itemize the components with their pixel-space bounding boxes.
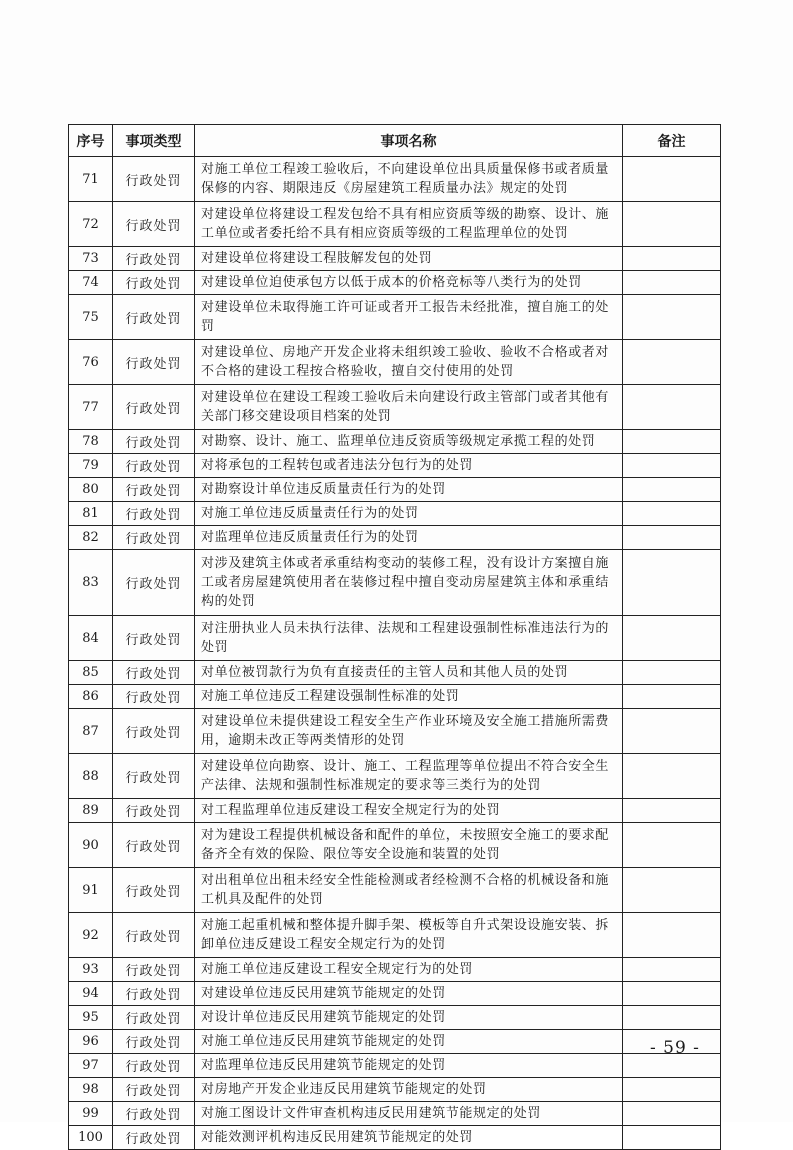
row-type: 行政处罚	[113, 385, 195, 430]
header-name: 事项名称	[195, 125, 623, 157]
row-name: 对监理单位违反民用建筑节能规定的处罚	[195, 1054, 623, 1078]
row-note	[623, 157, 721, 202]
table-row	[69, 1006, 721, 1030]
row-no: 95	[69, 1006, 113, 1030]
table-row	[69, 202, 721, 247]
row-note	[623, 982, 721, 1006]
row-name: 对房地产开发企业违反民用建筑节能规定的处罚	[195, 1078, 623, 1102]
row-note	[623, 1006, 721, 1030]
row-type: 行政处罚	[113, 1126, 195, 1150]
row-type: 行政处罚	[113, 868, 195, 913]
row-name: 对施工起重机械和整体提升脚手架、模板等自升式架设设施安装、拆卸单位违反建设工程安全规定行为的处罚	[195, 913, 623, 958]
row-note	[623, 958, 721, 982]
table-row	[69, 550, 721, 616]
table-row	[69, 799, 721, 823]
table-row	[69, 958, 721, 982]
table-row	[69, 661, 721, 685]
row-no: 93	[69, 958, 113, 982]
row-note	[623, 550, 721, 616]
row-no: 78	[69, 430, 113, 454]
row-no: 77	[69, 385, 113, 430]
table-row	[69, 1054, 721, 1078]
row-no: 98	[69, 1078, 113, 1102]
row-note	[623, 754, 721, 799]
row-name: 对注册执业人员未执行法律、法规和工程建设强制性标准违法行为的处罚	[195, 616, 623, 661]
row-name: 对施工单位违反质量责任行为的处罚	[195, 502, 623, 526]
row-type: 行政处罚	[113, 616, 195, 661]
row-note	[623, 340, 721, 385]
row-type: 行政处罚	[113, 430, 195, 454]
row-note	[623, 478, 721, 502]
row-name: 对建设单位将建设工程发包给不具有相应资质等级的勘察、设计、施工单位或者委托给不具有相应资质等级的工程监理单位的处罚	[195, 202, 623, 247]
table-row	[69, 526, 721, 550]
row-name: 对监理单位违反质量责任行为的处罚	[195, 526, 623, 550]
table-row	[69, 1078, 721, 1102]
row-type: 行政处罚	[113, 550, 195, 616]
row-type: 行政处罚	[113, 709, 195, 754]
row-type: 行政处罚	[113, 982, 195, 1006]
table-row	[69, 754, 721, 799]
row-no: 74	[69, 271, 113, 295]
row-note	[623, 385, 721, 430]
table-row	[69, 913, 721, 958]
row-no: 83	[69, 550, 113, 616]
row-no: 97	[69, 1054, 113, 1078]
row-note	[623, 526, 721, 550]
row-type: 行政处罚	[113, 157, 195, 202]
row-name: 对建设单位未提供建设工程安全生产作业环境及安全施工措施所需费用，逾期未改正等两类情形的处罚	[195, 709, 623, 754]
table-row	[69, 616, 721, 661]
row-name: 对建设单位未取得施工许可证或者开工报告未经批准，擅自施工的处罚	[195, 295, 623, 340]
table-row	[69, 340, 721, 385]
row-name: 对建设单位、房地产开发企业将未组织竣工验收、验收不合格或者对不合格的建设工程按合格验收，擅自交付使用的处罚	[195, 340, 623, 385]
row-no: 89	[69, 799, 113, 823]
row-name: 对为建设工程提供机械设备和配件的单位，未按照安全施工的要求配备齐全有效的保险、限位等安全设施和装置的处罚	[195, 823, 623, 868]
row-name: 对施工单位工程竣工验收后，不向建设单位出具质量保修书或者质量保修的内容、期限违反《房屋建筑工程质量办法》规定的处罚	[195, 157, 623, 202]
row-type: 行政处罚	[113, 1030, 195, 1054]
row-type: 行政处罚	[113, 913, 195, 958]
row-note	[623, 202, 721, 247]
row-type: 行政处罚	[113, 1102, 195, 1126]
table-row	[69, 502, 721, 526]
row-name: 对施工单位违反工程建设强制性标准的处罚	[195, 685, 623, 709]
row-no: 84	[69, 616, 113, 661]
row-name: 对单位被罚款行为负有直接责任的主管人员和其他人员的处罚	[195, 661, 623, 685]
row-note	[623, 271, 721, 295]
row-name: 对建设单位向勘察、设计、施工、工程监理等单位提出不符合安全生产法律、法规和强制性标准规定的要求等三类行为的处罚	[195, 754, 623, 799]
row-no: 73	[69, 247, 113, 271]
row-no: 72	[69, 202, 113, 247]
row-name: 对建设单位迫使承包方以低于成本的价格竞标等八类行为的处罚	[195, 271, 623, 295]
row-type: 行政处罚	[113, 661, 195, 685]
table-row	[69, 1126, 721, 1150]
table-row	[69, 385, 721, 430]
row-note	[623, 913, 721, 958]
row-no: 82	[69, 526, 113, 550]
row-no: 71	[69, 157, 113, 202]
row-note	[623, 799, 721, 823]
table-row	[69, 430, 721, 454]
row-note	[623, 868, 721, 913]
row-note	[623, 454, 721, 478]
row-no: 76	[69, 340, 113, 385]
row-type: 行政处罚	[113, 1078, 195, 1102]
row-note	[623, 616, 721, 661]
row-type: 行政处罚	[113, 685, 195, 709]
row-type: 行政处罚	[113, 754, 195, 799]
row-name: 对建设单位在建设工程竣工验收后未向建设行政主管部门或者其他有关部门移交建设项目档案的处罚	[195, 385, 623, 430]
table-row	[69, 478, 721, 502]
row-no: 80	[69, 478, 113, 502]
row-name: 对建设单位违反民用建筑节能规定的处罚	[195, 982, 623, 1006]
row-type: 行政处罚	[113, 526, 195, 550]
table-row	[69, 823, 721, 868]
row-type: 行政处罚	[113, 295, 195, 340]
row-name: 对施工单位违反建设工程安全规定行为的处罚	[195, 958, 623, 982]
header-no: 序号	[69, 125, 113, 157]
row-type: 行政处罚	[113, 247, 195, 271]
row-note	[623, 685, 721, 709]
table-row	[69, 709, 721, 754]
row-type: 行政处罚	[113, 202, 195, 247]
row-no: 88	[69, 754, 113, 799]
row-name: 对勘察设计单位违反质量责任行为的处罚	[195, 478, 623, 502]
row-name: 对能效测评机构违反民用建筑节能规定的处罚	[195, 1126, 623, 1150]
table-row	[69, 295, 721, 340]
page-number: - 59 -	[650, 1038, 700, 1058]
row-no: 81	[69, 502, 113, 526]
row-no: 79	[69, 454, 113, 478]
row-name: 对设计单位违反民用建筑节能规定的处罚	[195, 1006, 623, 1030]
row-no: 90	[69, 823, 113, 868]
row-note	[623, 247, 721, 271]
row-type: 行政处罚	[113, 478, 195, 502]
row-note	[623, 502, 721, 526]
row-no: 94	[69, 982, 113, 1006]
table-row	[69, 271, 721, 295]
row-type: 行政处罚	[113, 1054, 195, 1078]
row-note	[623, 1078, 721, 1102]
row-note	[623, 1126, 721, 1150]
row-no: 92	[69, 913, 113, 958]
table-row	[69, 1030, 721, 1054]
table-row	[69, 685, 721, 709]
row-name: 对涉及建筑主体或者承重结构变动的装修工程，没有设计方案擅自施工或者房屋建筑使用者在装修过程中擅自变动房屋建筑主体和承重结构的处罚	[195, 550, 623, 616]
row-type: 行政处罚	[113, 454, 195, 478]
row-no: 87	[69, 709, 113, 754]
row-name: 对建设单位将建设工程肢解发包的处罚	[195, 247, 623, 271]
table-row	[69, 868, 721, 913]
row-name: 对出租单位出租未经安全性能检测或者经检测不合格的机械设备和施工机具及配件的处罚	[195, 868, 623, 913]
row-no: 99	[69, 1102, 113, 1126]
row-type: 行政处罚	[113, 799, 195, 823]
row-note	[623, 661, 721, 685]
header-type: 事项类型	[113, 125, 195, 157]
row-type: 行政处罚	[113, 271, 195, 295]
row-note	[623, 430, 721, 454]
items-table	[68, 124, 721, 1150]
row-no: 85	[69, 661, 113, 685]
row-name: 对工程监理单位违反建设工程安全规定行为的处罚	[195, 799, 623, 823]
row-note	[623, 823, 721, 868]
row-no: 100	[69, 1126, 113, 1150]
row-name: 对施工单位违反民用建筑节能规定的处罚	[195, 1030, 623, 1054]
row-type: 行政处罚	[113, 958, 195, 982]
row-note	[623, 709, 721, 754]
table-row	[69, 247, 721, 271]
row-name: 对勘察、设计、施工、监理单位违反资质等级规定承揽工程的处罚	[195, 430, 623, 454]
row-name: 对施工图设计文件审查机构违反民用建筑节能规定的处罚	[195, 1102, 623, 1126]
row-no: 86	[69, 685, 113, 709]
row-type: 行政处罚	[113, 340, 195, 385]
row-no: 96	[69, 1030, 113, 1054]
row-type: 行政处罚	[113, 823, 195, 868]
table-row	[69, 157, 721, 202]
table-row	[69, 454, 721, 478]
table-row	[69, 982, 721, 1006]
header-note: 备注	[623, 125, 721, 157]
row-type: 行政处罚	[113, 502, 195, 526]
table-body	[69, 157, 721, 1150]
row-no: 91	[69, 868, 113, 913]
row-note	[623, 295, 721, 340]
table-header-row	[69, 125, 721, 157]
row-type: 行政处罚	[113, 1006, 195, 1030]
row-no: 75	[69, 295, 113, 340]
row-name: 对将承包的工程转包或者违法分包行为的处罚	[195, 454, 623, 478]
